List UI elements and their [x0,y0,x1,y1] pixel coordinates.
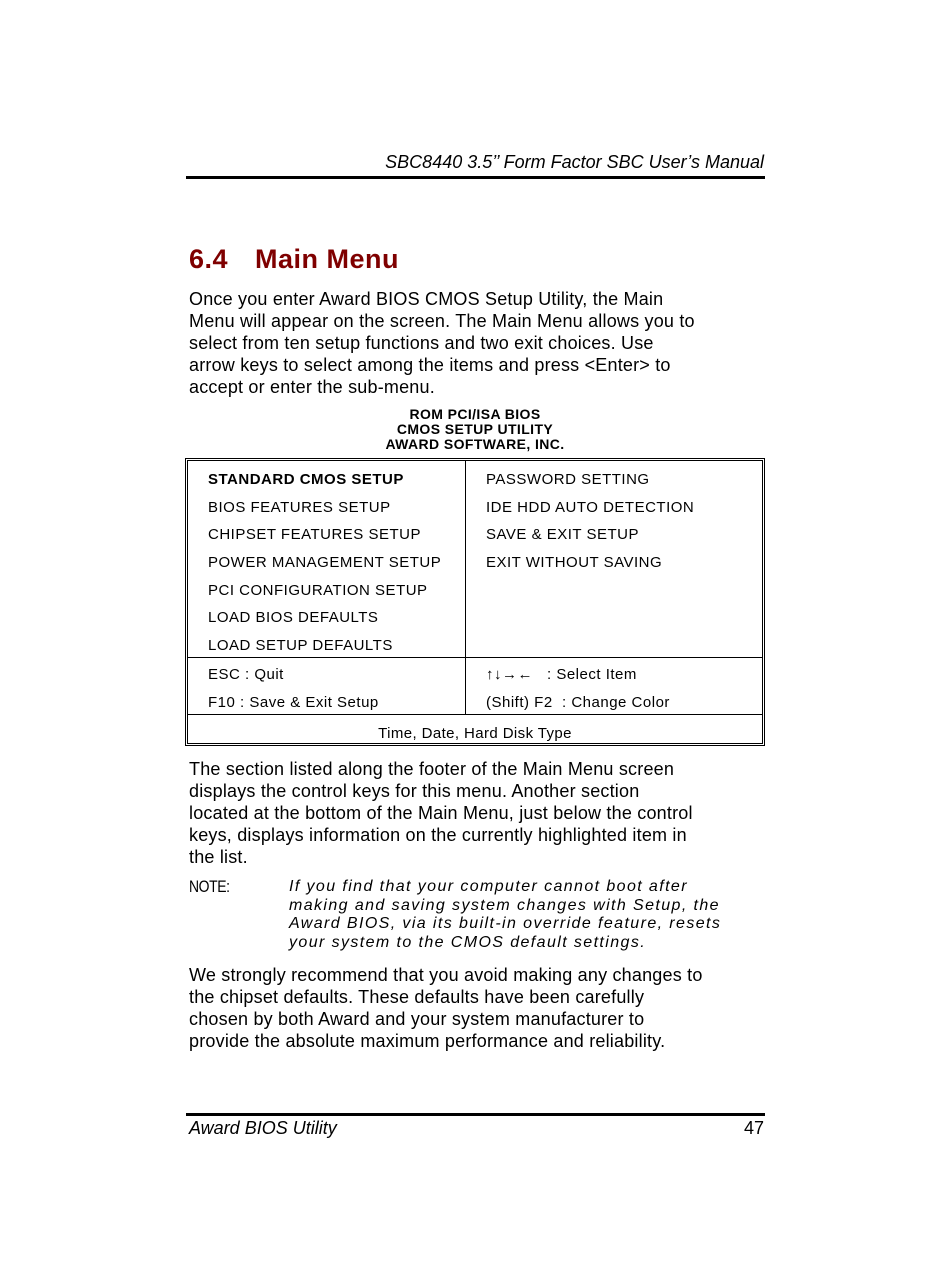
text-line: located at the bottom of the Main Menu, just below the control [189,803,693,823]
text-line: arrow keys to select among the items and press <Enter> to [189,355,671,375]
menu-item-pci-configuration: PCI CONFIGURATION SETUP [208,582,428,599]
menu-item-bios-features: BIOS FEATURES SETUP [208,499,391,516]
menu-item-chipset-features: CHIPSET FEATURES SETUP [208,526,421,543]
note-line: making and saving system changes with Setup, the [289,896,720,914]
text-line: the list. [189,847,248,867]
text-line: displays the control keys for this menu. Another section [189,781,640,801]
text-line: select from ten setup functions and two exit choices. Use [189,333,654,353]
note-line: If you find that your computer cannot boot after [289,878,688,895]
menu-item-load-setup-defaults: LOAD SETUP DEFAULTS [208,637,393,654]
menu-item-exit-without-saving: EXIT WITHOUT SAVING [486,554,663,571]
text-line: We strongly recommend that you avoid making any changes to [189,965,703,985]
footer-rule [186,1113,765,1116]
menu-item-load-bios-defaults: LOAD BIOS DEFAULTS [208,609,379,626]
section-title: Main Menu [255,244,399,274]
key-hint-esc: ESC : Quit [208,666,284,683]
running-header: SBC8440 3.5’’ Form Factor SBC User’s Manual [385,152,764,172]
bios-title-line: ROM PCI/ISA BIOS [409,406,541,422]
body-paragraph [189,758,769,868]
bios-main-menu-figure [185,458,765,746]
section-heading [189,244,399,275]
text-line: provide the absolute maximum performance and reliability. [189,1031,666,1051]
menu-item-save-exit: SAVE & EXIT SETUP [486,526,639,543]
text-line: accept or enter the sub-menu. [189,377,435,397]
note-label: NOTE: [189,877,230,896]
bios-title-line: AWARD SOFTWARE, INC. [385,436,565,452]
note-line: Award BIOS, via its built-in override feature, resets [289,915,722,932]
key-hint-f2: (Shift) F2 : Change Color [486,694,670,711]
closing-paragraph [189,964,769,1052]
note-text [289,878,759,952]
text-line: chosen by both Award and your system manufacturer to [189,1009,645,1029]
menu-footer-info: Time, Date, Hard Disk Type [378,725,572,742]
intro-paragraph [189,288,769,398]
note-line: your system to the CMOS default settings. [289,933,647,951]
row-divider [188,657,762,658]
menu-item-standard-cmos: STANDARD CMOS SETUP [208,471,404,488]
column-divider [465,657,466,714]
text-line: Menu will appear on the screen. The Main Menu allows you to [189,311,695,331]
section-number: 6.4 [189,244,229,274]
bios-title-block [186,407,764,452]
column-divider [465,461,466,657]
menu-item-ide-hdd-detection: IDE HDD AUTO DETECTION [486,499,695,516]
running-footer-title: Award BIOS Utility [189,1118,337,1138]
header-rule [186,176,765,179]
menu-item-power-management: POWER MANAGEMENT SETUP [208,554,442,571]
page-number: 47 [743,1118,764,1138]
menu-item-password-setting: PASSWORD SETTING [486,471,650,488]
key-hint-f10: F10 : Save & Exit Setup [208,694,379,711]
text-line: The section listed along the footer of the Main Menu screen [189,759,675,779]
bios-title-line: CMOS SETUP UTILITY [396,421,554,437]
text-line: the chipset defaults. These defaults have been carefully [189,987,645,1007]
text-line: keys, displays information on the currently highlighted item in [189,825,687,845]
text-line: Once you enter Award BIOS CMOS Setup Utility, the Main [189,289,664,309]
key-hint-arrows: ↑↓→← : Select Item [486,666,637,683]
row-divider [188,714,762,715]
